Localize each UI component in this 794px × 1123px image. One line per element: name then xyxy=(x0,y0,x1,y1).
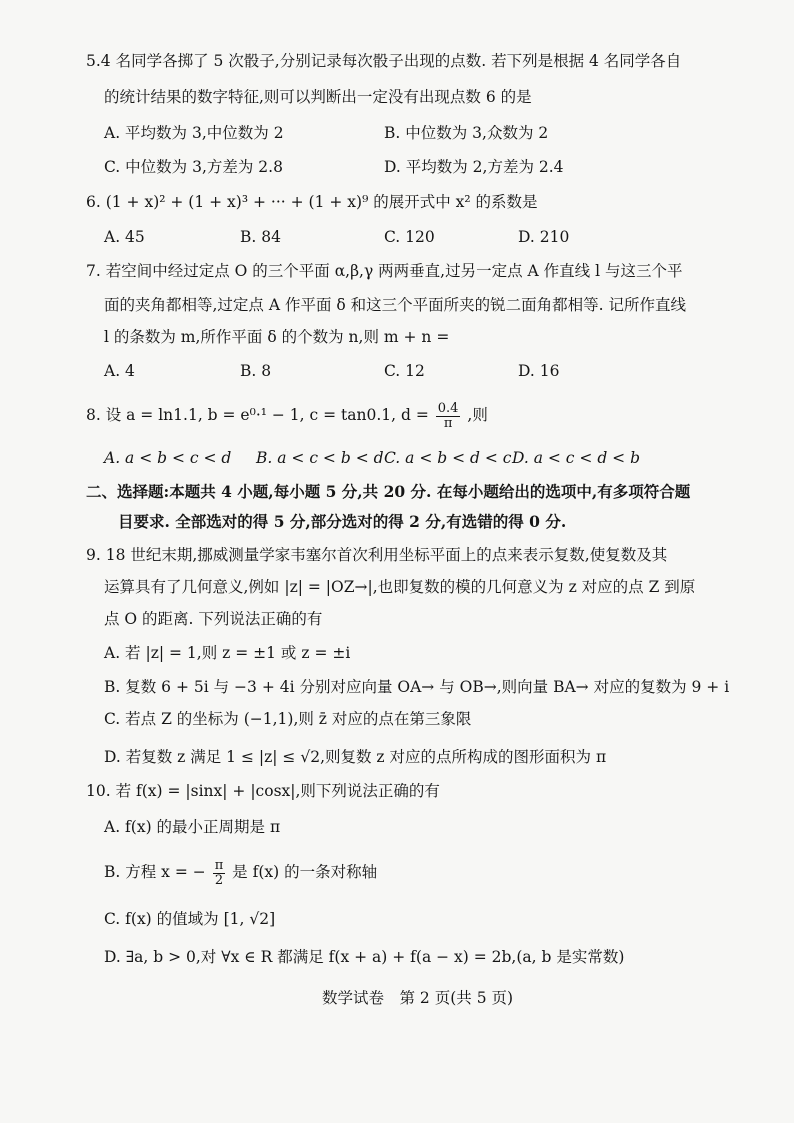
q10-option-d: D. ∃a, b > 0,对 ∀x ∈ R 都满足 f(x + a) + f(a − x) = 2b,(a, b 是实常数) xyxy=(104,948,625,966)
section2-heading-line2: 目要求. 全部选对的得 5 分,部分选对的得 2 分,有选错的得 0 分. xyxy=(118,512,567,531)
q6-option-b: B. 84 xyxy=(240,228,281,246)
q8-option-a: A. a < b < c < d xyxy=(104,449,232,467)
q10-option-b-fraction xyxy=(213,859,226,888)
q6-option-c: C. 120 xyxy=(384,228,435,246)
q6-option-a: A. 45 xyxy=(104,228,145,246)
q5-stem-line2: 的统计结果的数字特征,则可以判断出一定没有出现点数 6 的是 xyxy=(104,88,532,106)
q8-fraction xyxy=(436,402,461,431)
q7-option-b: B. 8 xyxy=(240,362,272,380)
q10-option-c: C. f(x) 的值域为 [1, √2] xyxy=(104,910,276,928)
q6-stem: 6. (1 + x)² + (1 + x)³ + ··· + (1 + x)⁹ 的展开式中 x² 的系数是 xyxy=(86,193,538,211)
q7-option-d: D. 16 xyxy=(518,362,560,380)
q8-fraction-numerator: 0.4 xyxy=(437,400,459,416)
section2-heading-line1: 二、选择题:本题共 4 小题,每小题 5 分,共 20 分. 在每小题给出的选项中,有多项符合题 xyxy=(86,482,691,501)
q10-option-b-suffix: 是 f(x) 的一条对称轴 xyxy=(232,863,378,881)
q10-option-a: A. f(x) 的最小正周期是 π xyxy=(104,818,281,836)
q7-option-a: A. 4 xyxy=(104,362,135,380)
q7-stem-line2: 面的夹角都相等,过定点 A 作平面 δ 和这三个平面所夹的锐二面角都相等. 记所作直线 xyxy=(104,296,687,314)
q8-stem xyxy=(86,400,488,431)
q9-stem-line2: 运算具有了几何意义,例如 |z| = |OZ→|,也即复数的模的几何意义为 z 对应的点 Z 到原 xyxy=(104,578,696,596)
q7-stem-line3: l 的条数为 m,所作平面 δ 的个数为 n,则 m + n = xyxy=(104,328,450,346)
q9-option-d: D. 若复数 z 满足 1 ≤ |z| ≤ √2,则复数 z 对应的点所构成的图形面积为 π xyxy=(104,748,607,766)
q10-option-b-prefix: B. 方程 x = − xyxy=(104,863,206,881)
q10-option-b-numerator: π xyxy=(214,857,224,873)
q5-option-a: A. 平均数为 3,中位数为 2 xyxy=(104,124,284,142)
q8-option-c: C. a < b < d < c xyxy=(384,449,512,467)
q8-option-d: D. a < c < d < b xyxy=(512,449,641,467)
q5-option-d: D. 平均数为 2,方差为 2.4 xyxy=(384,158,564,176)
q5-stem-line1: 5.4 名同学各掷了 5 次骰子,分别记录每次骰子出现的点数. 若下列是根据 4 名同学各自 xyxy=(86,52,682,70)
q10-option-b-denominator: 2 xyxy=(214,872,224,888)
q10-option-b xyxy=(104,856,377,888)
q8-stem-prefix: 8. 设 a = ln1.1, b = e⁰·¹ − 1, c = tan0.1, d = xyxy=(86,406,429,424)
q9-stem-line1: 9. 18 世纪末期,挪威测量学家韦塞尔首次利用坐标平面上的点来表示复数,使复数及其 xyxy=(86,546,668,564)
q8-fraction-denominator: π xyxy=(443,415,453,431)
q8-stem-suffix: ,则 xyxy=(467,406,488,424)
q8-option-b: B. a < c < b < d xyxy=(256,449,384,467)
q5-option-c: C. 中位数为 3,方差为 2.8 xyxy=(104,158,283,176)
q9-option-a: A. 若 |z| = 1,则 z = ±1 或 z = ±i xyxy=(104,644,351,662)
q6-option-d: D. 210 xyxy=(518,228,570,246)
q5-option-b: B. 中位数为 3,众数为 2 xyxy=(384,124,549,142)
q9-option-b: B. 复数 6 + 5i 与 −3 + 4i 分别对应向量 OA→ 与 OB→,则向量 BA→ 对应的复数为 9 + i xyxy=(104,678,730,696)
q7-option-c: C. 12 xyxy=(384,362,425,380)
q9-option-c: C. 若点 Z 的坐标为 (−1,1),则 z̄ 对应的点在第三象限 xyxy=(104,710,472,728)
page-footer: 数学试卷 第 2 页(共 5 页) xyxy=(322,989,514,1007)
q10-stem: 10. 若 f(x) = |sinx| + |cosx|,则下列说法正确的有 xyxy=(86,782,440,800)
q7-stem-line1: 7. 若空间中经过定点 O 的三个平面 α,β,γ 两两垂直,过另一定点 A 作直线 l 与这三个平 xyxy=(86,262,683,280)
q9-stem-line3: 点 O 的距离. 下列说法正确的有 xyxy=(104,610,323,628)
